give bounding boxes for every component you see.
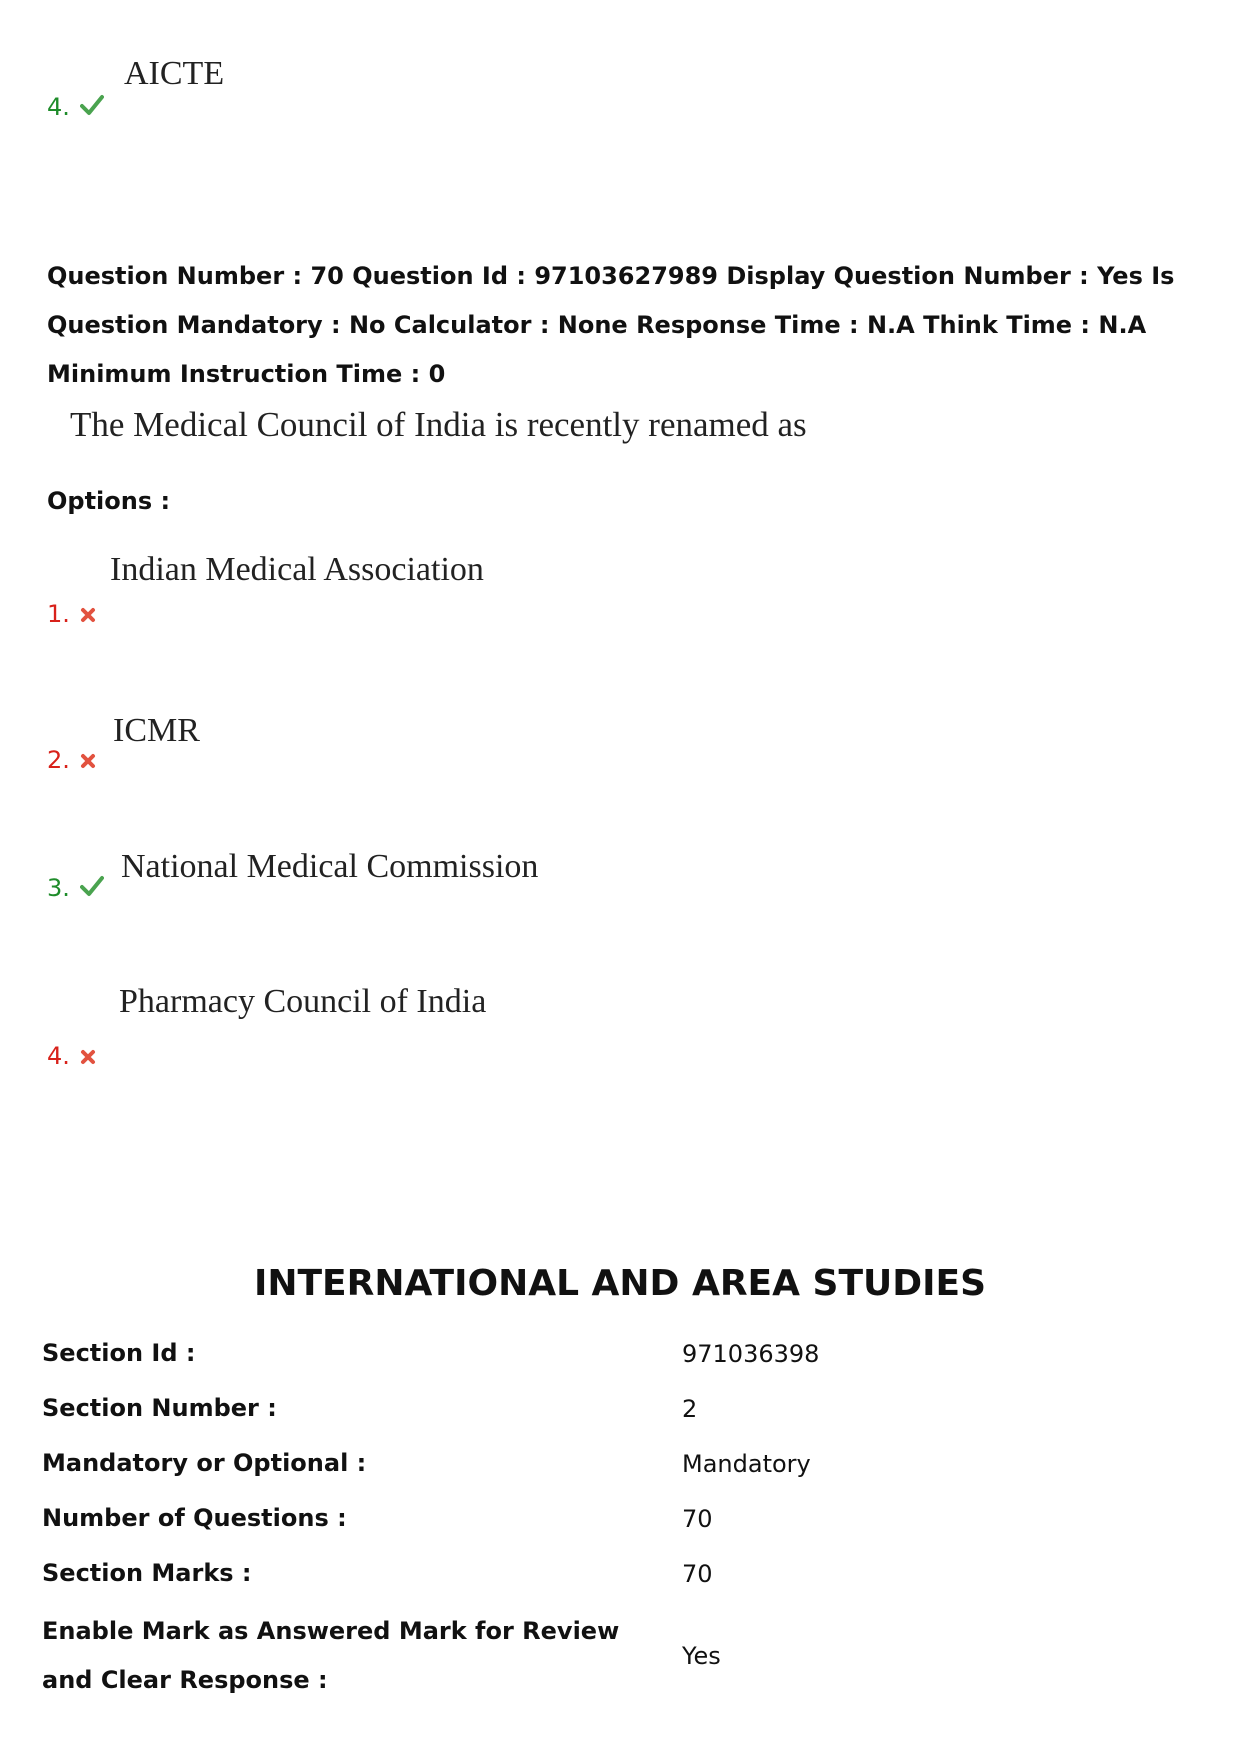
option-2-text: ICMR xyxy=(113,712,200,749)
option-3-label: 3. xyxy=(47,874,70,902)
question-text: The Medical Council of India is recently renamed as xyxy=(70,405,807,444)
section-details-table xyxy=(42,1326,1192,1711)
option-2-label: 2. xyxy=(47,746,70,774)
cross-icon xyxy=(80,747,96,775)
section-row-marks xyxy=(42,1546,1192,1601)
option-4-label: 4. xyxy=(47,1042,70,1070)
section-row-enable-mark xyxy=(42,1601,1192,1711)
option-2-number xyxy=(47,746,96,775)
mandatory-optional-value: Mandatory xyxy=(682,1449,811,1478)
enable-mark-label: Enable Mark as Answered Mark for Review and Clear Response : xyxy=(42,1617,620,1694)
number-of-questions-value: 70 xyxy=(682,1504,713,1533)
section-title: INTERNATIONAL AND AREA STUDIES xyxy=(253,1263,987,1304)
section-number-value: 2 xyxy=(682,1394,698,1423)
cross-icon xyxy=(80,1043,96,1071)
section-row-mandatory xyxy=(42,1436,1192,1491)
prev-option-4-text: AICTE xyxy=(124,55,225,92)
section-number-label: Section Number : xyxy=(42,1394,277,1422)
mandatory-optional-label: Mandatory or Optional : xyxy=(42,1449,367,1477)
enable-mark-value: Yes xyxy=(682,1642,721,1670)
options-label: Options : xyxy=(47,487,171,515)
section-row-id xyxy=(42,1326,1192,1381)
section-row-question-count xyxy=(42,1491,1192,1546)
option-3-text: National Medical Commission xyxy=(121,848,539,885)
option-4-number xyxy=(47,1042,96,1071)
option-1-text: Indian Medical Association xyxy=(110,551,484,588)
option-4-text: Pharmacy Council of India xyxy=(119,983,487,1020)
section-marks-label: Section Marks : xyxy=(42,1559,252,1587)
cross-icon xyxy=(80,601,96,629)
section-id-label: Section Id : xyxy=(42,1339,196,1367)
option-1-number xyxy=(47,600,96,629)
check-icon xyxy=(80,875,104,903)
option-1-label: 1. xyxy=(47,600,70,628)
question-meta: Question Number : 70 Question Id : 97103627989 Display Question Number : Yes Is Question Mandatory : No Calculator : None Response Time : N.A Think Time : N.A Minimum Instruction Time : 0 xyxy=(47,262,1175,388)
option-3-number xyxy=(47,874,104,903)
section-id-value: 971036398 xyxy=(682,1339,820,1368)
prev-option-4-label: 4. xyxy=(47,93,70,121)
check-icon xyxy=(80,94,104,122)
number-of-questions-label: Number of Questions : xyxy=(42,1504,347,1532)
prev-option-4-number xyxy=(47,93,104,122)
section-row-number xyxy=(42,1381,1192,1436)
section-marks-value: 70 xyxy=(682,1559,713,1588)
